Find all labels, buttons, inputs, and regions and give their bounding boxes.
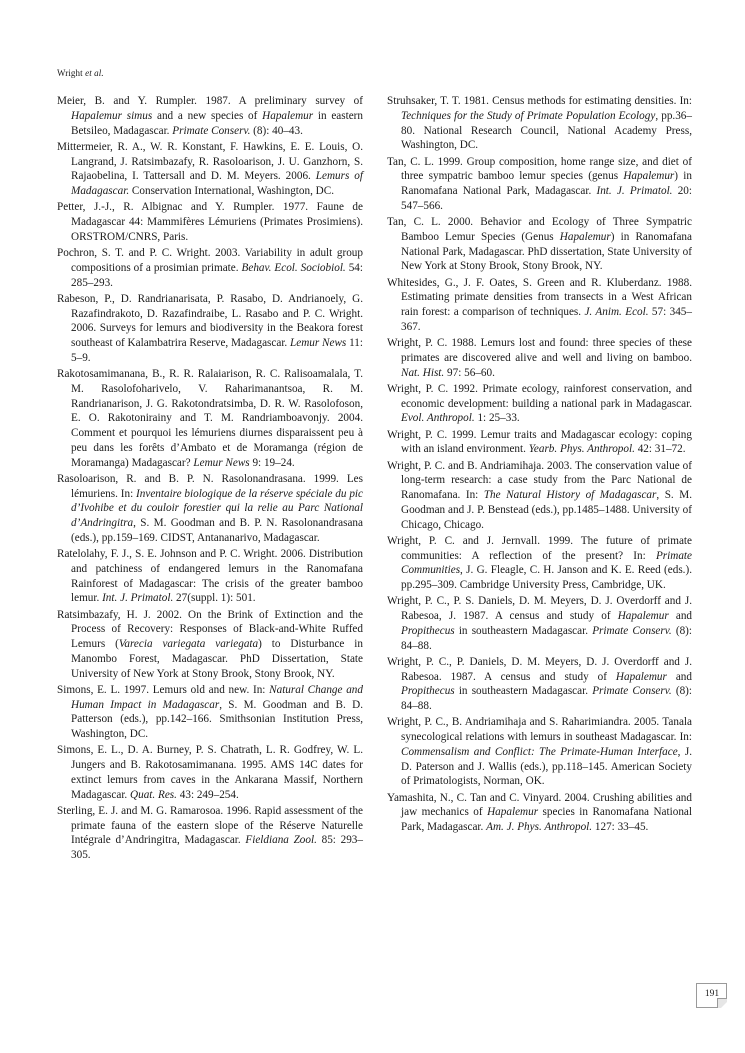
- reference-text: in southeastern Madagascar.: [454, 685, 593, 698]
- reference-text: 127: 33–45.: [592, 821, 649, 833]
- reference-italic-text: Lemur News: [193, 456, 250, 469]
- page-curl-icon: [717, 998, 727, 1008]
- reference-entry: [387, 715, 692, 789]
- reference-entry: [387, 276, 692, 335]
- reference-text: 85: 293–305.: [71, 834, 363, 861]
- reference-italic-text: Primate Communities: [401, 549, 692, 577]
- reference-text: Meier, B. and Y. Rumpler. 1987. A preliminary survey of: [57, 95, 363, 107]
- reference-entry: [387, 155, 692, 214]
- reference-text: in eastern Betsileo, Madagascar.: [71, 109, 363, 137]
- reference-italic-text: Hapalemur: [487, 806, 539, 819]
- reference-text: Whitesides, G., J. F. Oates, S. Green and R. Kluberdanz. 1988. Estimating primate densities from transects in a West African rain forest: a comparison of techniques.: [387, 276, 692, 318]
- reference-entry: [57, 246, 363, 290]
- reference-text: Wright, P. C. 1999. Lemur traits and Madagascar ecology: coping with an island environment.: [387, 428, 692, 456]
- reference-text: ) in Ranomafana National Park, Madagascar. PhD dissertation, State University of New York at Stony Brook, Stony Brook, NY.: [401, 230, 692, 273]
- reference-text: Wright, P. C., P. S. Daniels, D. M. Meyers, D. J. Overdorff and J. Rabesoa, J. 1987. A census and study of: [387, 595, 692, 622]
- reference-italic-text: Techniques for the Study of Primate Population Ecology: [401, 109, 656, 122]
- reference-text: Rakotosamimanana, B., R. R. Ralaiarison, R. C. Ralisoamalala, T. M. Rasolofoharivelo, V. Raharimanantsoa, R. M. Randrianarison, J. G. Rakotondratsimba, D. R. W. Rasolofoson, E. O. Rakotonirainy and T. M. Randriamboavonjy. 2004. Comment et pourquoi les lémuriens diurnes disparaissent peu à peu dans les forêts d’Ambato et de Moramanga (région de Moramanga) Madagascar?: [57, 368, 363, 469]
- reference-text: Ratsimbazafy, H. J. 2002. On the Brink of Extinction and the Process of Recovery: Responses of Black-and-White Ruffed Lemurs (: [57, 608, 363, 650]
- reference-italic-text: Am. J. Phys. Anthropol.: [486, 821, 593, 833]
- reference-text: 43: 249–254.: [176, 788, 239, 801]
- reference-text: in southeastern Madagascar.: [454, 624, 593, 637]
- reference-text: (8): 84–88.: [401, 624, 692, 652]
- references-column-right: [387, 94, 692, 836]
- reference-italic-text: Evol. Anthropol.: [401, 412, 475, 425]
- running-head-author: Wright: [57, 68, 83, 78]
- reference-entry: [387, 336, 692, 380]
- reference-text: Tan, C. L. 1999. Group composition, home range size, and diet of three sympatric bamboo lemur species (genus: [387, 155, 692, 183]
- reference-italic-text: Hapalemur: [262, 109, 314, 122]
- reference-entry: [57, 743, 363, 802]
- reference-entry: [57, 140, 363, 199]
- reference-entry: [57, 472, 363, 546]
- reference-text: 42: 31–72.: [634, 443, 686, 456]
- running-head-etal: et al.: [85, 68, 104, 78]
- reference-text: 27(suppl. 1): 501.: [173, 592, 256, 605]
- reference-text: , J. D. Paterson and J. Wallis (eds.), pp.118–145. American Society of Primatologists, Norman, OK.: [401, 745, 692, 788]
- references-column-left: [57, 94, 363, 864]
- reference-italic-text: Inventaire biologique de la réserve spéciale du pic d’Ivohibe et du couloir forestier qui la relie au Parc National d’Andringitra: [71, 487, 364, 529]
- reference-italic-text: Hapalemur: [623, 170, 675, 183]
- reference-italic-text: Lemur News: [290, 337, 347, 349]
- reference-entry: [387, 428, 692, 458]
- reference-text: , S. M. Goodman and J. P. Benstead (eds.), pp.1485–1488. University of Chicago, Chicago.: [401, 489, 692, 531]
- reference-italic-text: Varecia variegata variegata: [118, 638, 259, 650]
- reference-text: Simons, E. L. 1997. Lemurs old and new. In:: [57, 683, 270, 696]
- reference-italic-text: Yearb. Phys. Anthropol.: [528, 443, 635, 456]
- reference-text: Ratelolahy, F. J., S. E. Johnson and P. C. Wright. 2006. Distribution and patchiness of endangered lemurs in the Ranomafana Rainforest of Madagascar: The crisis of the greater bamboo lemur.: [57, 548, 363, 605]
- reference-entry: [387, 459, 692, 533]
- reference-text: Yamashita, N., C. Tan and C. Vinyard. 2004. Crushing abilities and jaw mechanics of: [387, 791, 692, 819]
- reference-entry: [57, 683, 363, 742]
- reference-text: 54: 285–293.: [71, 261, 363, 289]
- reference-text: , J. G. Fleagle, C. H. Janson and K. E. Reed (eds.). pp.295–309. Cambridge University Press, Cambridge, UK.: [401, 564, 692, 591]
- reference-italic-text: J. Anim. Ecol.: [584, 306, 649, 318]
- reference-text: Wright, P. C., B. Andriamihaja and S. Raharimiandra. 2005. Tanala synecological relations with lemurs in southeast Madagascar. In:: [387, 716, 692, 743]
- reference-text: 20: 547–566.: [401, 185, 692, 212]
- reference-italic-text: Hapalemur simus: [71, 109, 153, 122]
- reference-text: Struhsaker, T. T. 1981. Census methods for estimating densities. In:: [387, 95, 692, 107]
- page-box-edge: [726, 984, 727, 999]
- reference-text: 11: 5–9.: [71, 337, 363, 364]
- reference-text: Pochron, S. T. and P. C. Wright. 2003. Variability in adult group compositions of a prosimian primate.: [57, 247, 363, 274]
- reference-text: Sterling, E. J. and M. G. Ramarosoa. 1996. Rapid assessment of the primate fauna of the eastern slope of the Réserve Naturelle Intégrale d’Andringitra, Madagascar.: [57, 804, 363, 847]
- reference-text: and: [666, 670, 692, 683]
- reference-text: Tan, C. L. 2000. Behavior and Ecology of Three Sympatric Bamboo Lemur Species (Genus: [387, 216, 692, 243]
- reference-italic-text: Fieldiana Zool.: [245, 834, 317, 847]
- reference-text: Wright, P. C. 1988. Lemurs lost and found: three species of these primates are discovered alive and well and living on bamboo.: [387, 337, 692, 364]
- reference-entry: [57, 94, 363, 138]
- reference-italic-text: Quat. Res.: [130, 788, 177, 801]
- reference-italic-text: Hapalemur: [617, 610, 669, 622]
- running-head: [57, 68, 104, 78]
- reference-italic-text: Natural Change and Human Impact in Madagascar: [71, 683, 363, 711]
- reference-text: ) in Ranomafana National Park, Madagascar.: [401, 170, 692, 197]
- reference-text: , pp.36–80. National Research Council, National Academy Press, Washington, DC.: [401, 109, 692, 152]
- reference-italic-text: Primate Conserv.: [592, 624, 672, 637]
- reference-text: Simons, E. L., D. A. Burney, P. S. Chatrath, L. R. Godfrey, W. L. Jungers and B. Rakotosamimanana. 1995. AMS 14C dates for extinct lemurs from caves in the Ankarana Massif, Northern Madagascar.: [57, 744, 363, 801]
- page-box-edge: [697, 1007, 718, 1008]
- reference-entry: [387, 94, 692, 153]
- reference-text: ) to Disturbance in Manombo Forest, Madagascar. PhD Dissertation, State University of New York at Stony Brook, Stony Brook, NY.: [71, 638, 364, 680]
- reference-entry: [387, 215, 692, 274]
- reference-italic-text: Hapalemur: [615, 670, 667, 683]
- reference-entry: [57, 608, 363, 682]
- reference-italic-text: Hapalemur: [559, 230, 611, 243]
- reference-entry: [57, 292, 363, 366]
- reference-text: Mittermeier, R. A., W. R. Konstant, F. Hawkins, E. E. Louis, O. Langrand, J. Ratsimbazafy, R. Rasoloarison, J. U. Ganzhorn, S. Rajaobelina, I. Tattersall and D. M. Meyers. 2006.: [57, 140, 363, 183]
- reference-entry: [57, 547, 363, 606]
- reference-italic-text: Commensalism and Conflict: The Primate-Human Interface: [401, 745, 678, 758]
- reference-italic-text: Propithecus: [401, 685, 455, 698]
- reference-text: Wright, P. C. and J. Jernvall. 1999. The future of primate communities: A reflection of the present? In:: [387, 534, 692, 562]
- reference-text: and: [668, 610, 693, 622]
- reference-entry: [57, 367, 363, 470]
- reference-entry: [387, 655, 692, 714]
- reference-text: 1: 25–33.: [474, 412, 520, 425]
- reference-text: Rasoloarison, R. and B. P. N. Rasolonandrasana. 1999. Les lémuriens. In:: [57, 472, 363, 500]
- reference-text: species in Ranomafana National Park, Madagascar.: [401, 806, 692, 833]
- reference-italic-text: Primate Conserv.: [172, 124, 251, 137]
- reference-text: 97: 56–60.: [444, 366, 495, 379]
- reference-text: Wright, P. C. 1992. Primate ecology, rainforest conservation, and economic development: building a national park in Madagascar.: [387, 382, 692, 410]
- reference-text: and a new species of: [152, 109, 263, 122]
- reference-text: Petter, J.-J., R. Albignac and Y. Rumpler. 1977. Faune de Madagascar 44: Mammifères Lémuriens (Primates Prosimiens). ORSTROM/CNRS, Paris.: [57, 201, 363, 243]
- reference-entry: [387, 594, 692, 653]
- reference-text: Wright, P. C. and B. Andriamihaja. 2003. The conservation value of long-term research: a case study from the Parc National de Ranomafana. In:: [387, 459, 692, 501]
- reference-entry: [387, 534, 692, 593]
- reference-italic-text: Int. J. Primatol.: [596, 185, 673, 197]
- reference-entry: [57, 804, 363, 863]
- reference-text: (8): 40–43.: [250, 124, 303, 137]
- reference-italic-text: Behav. Ecol. Sociobiol.: [241, 261, 346, 274]
- reference-italic-text: The Natural History of Madagascar: [483, 489, 657, 501]
- reference-text: Wright, P. C., P. Daniels, D. M. Meyers, D. J. Overdorff and J. Rabesoa. 1987. A census and study of: [387, 655, 692, 683]
- reference-italic-text: Nat. Hist.: [401, 366, 445, 379]
- reference-entry: [387, 791, 692, 835]
- reference-text: , S. M. Goodman and B. P. N. Rasolonandrasana (eds.), pp.159–169. CIDST, Antananarivo, Madagascar.: [71, 517, 363, 544]
- reference-italic-text: Primate Conserv.: [592, 685, 672, 698]
- reference-italic-text: Propithecus: [401, 624, 455, 637]
- reference-entry: [387, 382, 692, 426]
- reference-italic-text: Lemurs of Madagascar.: [71, 170, 363, 197]
- reference-text: Conservation International, Washington, DC.: [129, 185, 335, 197]
- reference-text: , S. M. Goodman and B. D. Patterson (eds.), pp.142–166. Smithsonian Institution Press, Washington, DC.: [71, 698, 363, 740]
- page-number: 191: [704, 989, 720, 999]
- reference-text: 9: 19–24.: [249, 456, 295, 469]
- reference-entry: [57, 200, 363, 244]
- reference-italic-text: Int. J. Primatol.: [102, 592, 174, 605]
- reference-text: Rabeson, P., D. Randrianarisata, P. Rasabo, D. Andrianoely, G. Razafindrakoto, D. Razafindraibe, L. Rasabo and P. C. Wright. 2006. Surveys for lemurs and biodiversity in the Beakora forest southeast of Kalambatrira Reserve, Madagascar.: [57, 292, 363, 349]
- reference-text: 57: 345–367.: [401, 306, 692, 333]
- page-number-box: [696, 983, 727, 1008]
- reference-text: (8): 84–88.: [401, 685, 692, 712]
